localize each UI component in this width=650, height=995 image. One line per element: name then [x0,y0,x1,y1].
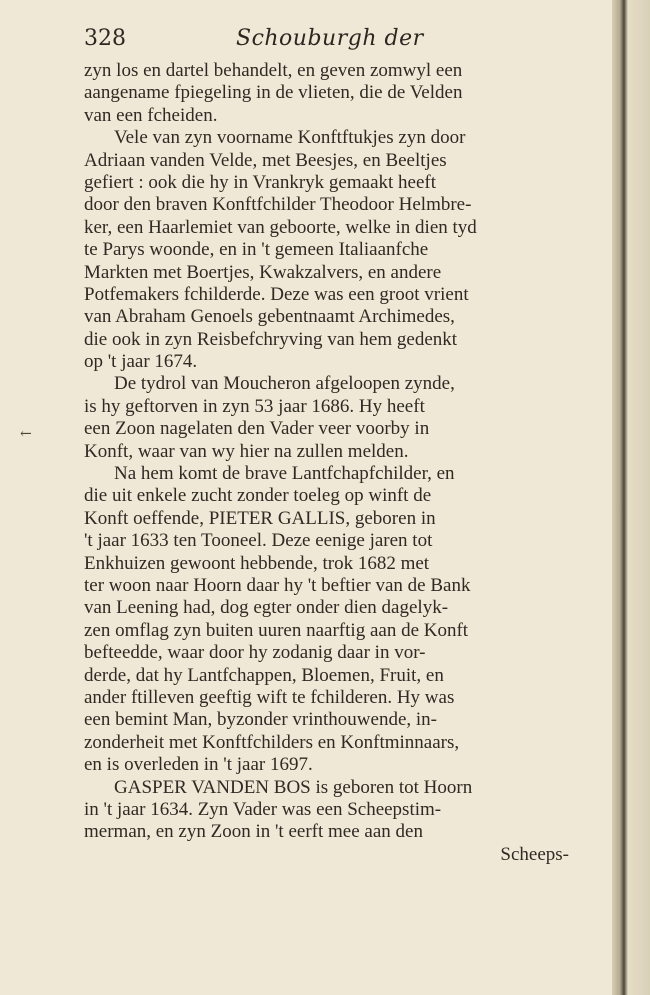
page-header [84,26,584,56]
text-line: ker, een Haarlemiet van geboorte, welke in dien tyd [84,216,477,238]
text-line: aangename fpiegeling in de vlieten, die de Velden [84,82,463,104]
body-text [84,60,569,866]
text-line: die ook in zyn Reisbefchryving van hem gedenkt [84,328,458,350]
text-line: merman, en zyn Zoon in 't eerft mee aan den [84,821,423,843]
text-line: Potfemakers fchilderde. Deze was een groot vrient [84,283,469,305]
running-title: Schouburgh der [236,26,424,51]
margin-arrow-icon: ← [20,426,32,442]
text-line: 't jaar 1633 ten Tooneel. Deze eenige jaren tot [84,530,433,552]
text-line: Vele van zyn voorname Konftftukjes zyn door [114,127,466,149]
text-line: ander ftilleven geeftig wift te fchilderen. Hy was [84,686,455,708]
catchword: Scheeps- [500,843,569,865]
text-line: Na hem komt de brave Lantfchapfchilder, en [114,463,455,485]
text-line: Adriaan vanden Velde, met Beesjes, en Beeltjes [84,149,447,171]
text-line: van een fcheiden. [84,104,218,126]
text-line: zonderheit met Konftfchilders en Konftminnaars, [84,731,460,753]
text-line: Konft oeffende, PIETER GALLIS, geboren in [84,507,436,529]
page-number: 328 [84,26,126,51]
text-line: op 't jaar 1674. [84,351,198,373]
text-line: en is overleden in 't jaar 1697. [84,754,313,776]
text-line: befteedde, waar door hy zodanig daar in vor- [84,642,426,664]
text-line: Enkhuizen gewoont hebbende, trok 1682 met [84,552,430,574]
text-line: die uit enkele zucht zonder toeleg op winft de [84,485,432,507]
text-line: zen omflag zyn buiten uuren naarftig aan de Konft [84,619,469,641]
text-line: derde, dat hy Lantfchappen, Bloemen, Fruit, en [84,664,444,686]
text-line: door den braven Konftfchilder Theodoor Helmbre- [84,194,472,216]
text-line: een bemint Man, byzonder vrinthouwende, in- [84,709,437,731]
book-gutter [612,0,650,995]
text-line: van Leening had, dog egter onder dien dagelyk- [84,597,449,619]
text-line: ter woon naar Hoorn daar hy 't beftier van de Bank [84,574,471,596]
text-line: Markten met Boertjes, Kwakzalvers, en andere [84,261,442,283]
text-line: GASPER VANDEN BOS is geboren tot Hoorn [114,776,473,798]
text-line: gefiert : ook die hy in Vrankryk gemaakt heeft [84,171,437,193]
text-line: is hy geftorven in zyn 53 jaar 1686. Hy heeft [84,395,425,417]
text-line: Konft, waar van wy hier na zullen melden. [84,440,409,462]
text-line: te Parys woonde, en in 't gemeen Italiaanfche [84,239,429,261]
text-line: De tydrol van Moucheron afgeloopen zynde, [114,373,455,395]
text-line: een Zoon nagelaten den Vader veer voorby in [84,418,430,440]
text-line: van Abraham Genoels gebentnaamt Archimedes, [84,306,455,328]
text-line: zyn los en dartel behandelt, en geven zomwyl een [84,60,463,81]
text-line: in 't jaar 1634. Zyn Vader was een Scheepstim- [84,798,442,820]
